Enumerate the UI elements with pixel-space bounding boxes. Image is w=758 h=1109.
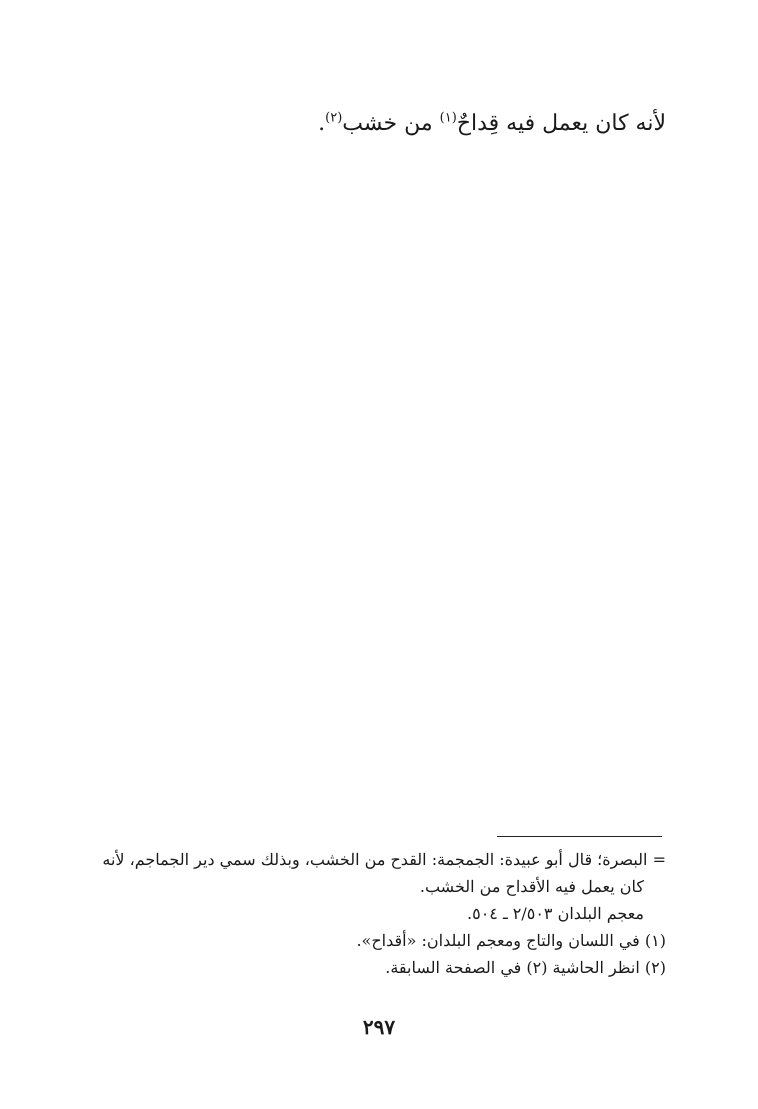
- main-text-line: [86, 104, 666, 144]
- footnotes-block: [76, 846, 666, 981]
- footnote-ref-1[interactable]: (١): [439, 110, 457, 126]
- footnote-1: (١) في اللسان والتاج ومعجم البلدان: «أقداح».: [356, 931, 666, 950]
- footnote-2: (٢) انظر الحاشية (٢) في الصفحة السابقة.: [385, 958, 666, 977]
- footnote-ref-2[interactable]: (٢): [325, 110, 343, 126]
- footnote-continuation-line: = البصرة؛ قال أبو عبيدة: الجمجمة: القدح من الخشب، وبذلك سمي دير الجماجم، لأنه: [102, 850, 666, 869]
- footnote-continuation-line: كان يعمل فيه الأقداح من الخشب.: [419, 877, 644, 896]
- footnote-separator: [497, 836, 662, 837]
- main-text-end: .: [318, 111, 326, 136]
- page-number: ٢٩٧: [362, 1015, 396, 1039]
- footnote-continuation-source: معجم البلدان ٢/٥٠٣ ـ ٥٠٤.: [467, 904, 644, 923]
- main-text-segment: لأنه كان يعمل فيه قِداحٌ: [456, 111, 666, 136]
- main-text-segment: من خشب: [342, 111, 440, 136]
